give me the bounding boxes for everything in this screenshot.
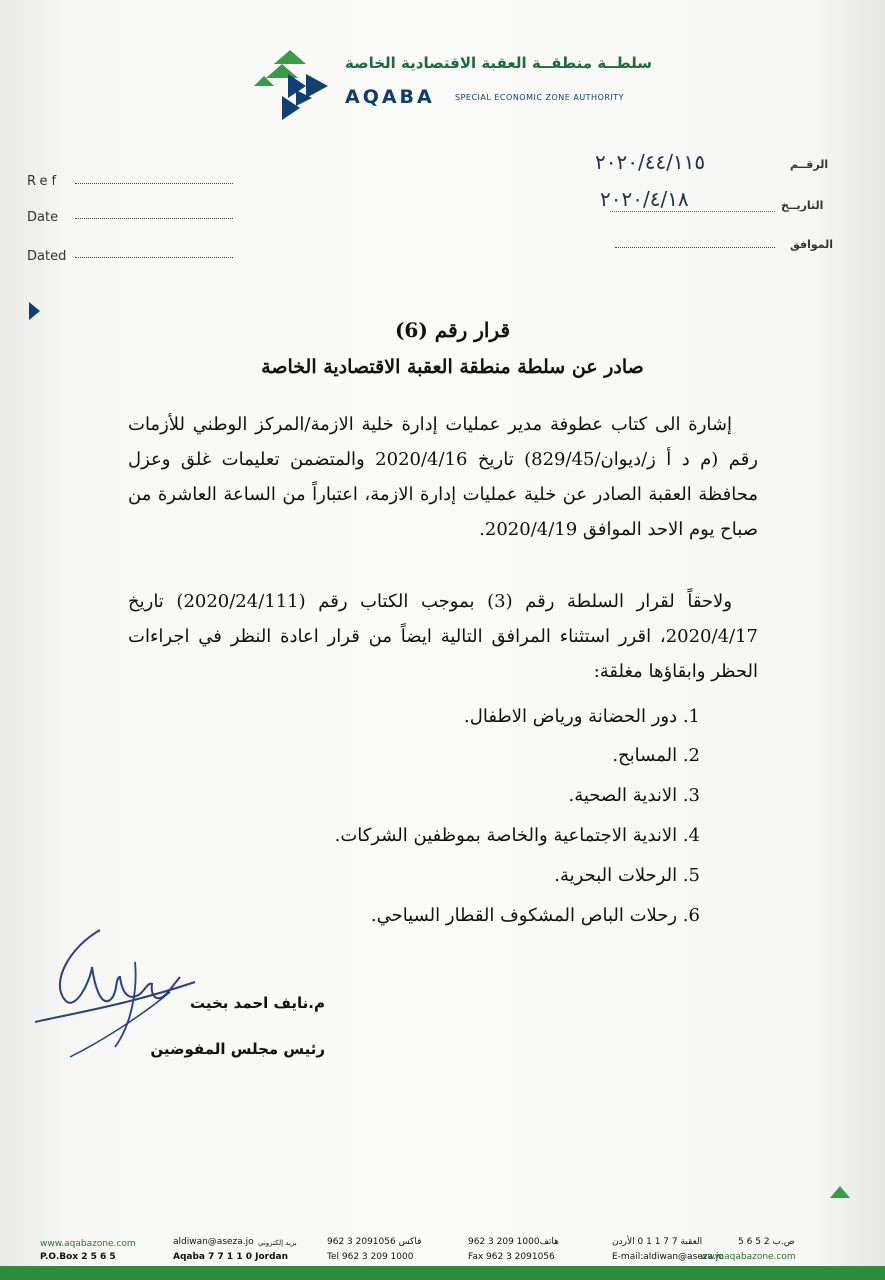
footer-fax-arabic: 962 3 2091056 فاكس xyxy=(327,1237,422,1247)
paragraph-2: ولاحقاً لقرار السلطة رقم (3) بموجب الكتاب رقم (2020/24/111) تاريخ 2020/4/17، اقرر استثناء المرافق التالية ايضاً من قرار اعادة النظر في اجراءات الحظر وابقاؤها مغلقة: xyxy=(128,591,758,682)
footer-email-right: E-mail:aldiwan@aseza.jo xyxy=(612,1252,724,1262)
footer-website-left: www.aqabazone.com xyxy=(40,1239,136,1249)
logo-arabic-text: سلطــة منطقــة العقبة الاقتصادية الخاصة xyxy=(345,54,653,72)
list-item: 4. الاندية الاجتماعية والخاصة بموظفين الشركات. xyxy=(334,825,700,846)
signatory-name: م.نايف احمد بخيت xyxy=(189,994,325,1012)
ref-dotted-line xyxy=(75,183,233,184)
footer-address-arabic: العقبة 7 7 1 1 0 الأردن xyxy=(612,1237,703,1247)
date-label-arabic: التاريــخ xyxy=(781,199,824,212)
paragraph-1: إشارة الى كتاب عطوفة مدير عمليات إدارة خلية الازمة/المركز الوطني للأزمات رقم (م د أ ز/ديوان/829/45) تاريخ 2020/4/16 والمتضمن تعليمات غلق وعزل محافظة العقبة الصادر عن خلية عمليات إدارة الازمة، اعتباراً من الساعة العاشرة من صباح يوم الاحد الموافق 2020/4/19. xyxy=(128,414,758,540)
list-item: 3. الاندية الصحية. xyxy=(568,785,700,806)
logo-subtitle: SPECIAL ECONOMIC ZONE AUTHORITY xyxy=(455,93,625,102)
list-item: 5. الرحلات البحرية. xyxy=(554,865,700,886)
number-handwritten-value: ٢٠٢٠/٤٤/١١٥ xyxy=(595,150,706,174)
footer-fax-en: Fax 962 3 2091056 xyxy=(468,1252,555,1262)
footer-triangle-icon xyxy=(830,1186,850,1198)
triangle-marker-icon xyxy=(29,302,41,320)
dated-dotted-line xyxy=(75,257,233,258)
footer-email-left: aldiwan@aseza.jo xyxy=(173,1237,254,1247)
logo-english-text: AQABA xyxy=(345,86,435,108)
dated-label: Dated xyxy=(27,249,67,264)
footer-email-arabic-label: بريد إلكتروني xyxy=(258,1239,297,1247)
decision-subtitle: صادر عن سلطة منطقة العقبة الاقتصادية الخاصة xyxy=(261,356,644,378)
footer-pobox-arabic: ص.ب 2 5 6 5 xyxy=(738,1237,795,1247)
list-item: 6. رحلات الباص المشكوف القطار السياحي. xyxy=(370,905,700,926)
date-label: Date xyxy=(27,210,59,225)
number-label: الرقــم xyxy=(790,158,829,171)
footer-address-en: Aqaba 7 7 1 1 0 Jordan xyxy=(173,1252,289,1262)
footer-pobox: P.O.Box 2 5 6 5 xyxy=(40,1252,116,1262)
date-line-arabic xyxy=(610,211,775,212)
aqaba-logo-icon xyxy=(252,46,332,124)
corresponding-dotted-line xyxy=(615,247,775,248)
corresponding-label: الموافق xyxy=(790,238,834,251)
footer-website-right: www.aqabazone.com xyxy=(700,1252,796,1262)
footer-tel-arabic: 962 3 209 1000هاتف xyxy=(468,1237,559,1247)
signatory-position: رئيس مجلس المفوضين xyxy=(150,1040,325,1058)
date-dotted-line xyxy=(75,218,233,219)
date-handwritten-value: ٢٠٢٠/٤/١٨ xyxy=(600,187,689,211)
list-item: 2. المسابح. xyxy=(612,745,700,766)
decision-title: قرار رقم (6) xyxy=(394,318,511,342)
footer-tel-en: Tel 962 3 209 1000 xyxy=(327,1252,414,1262)
footer-bar xyxy=(0,1266,885,1280)
list-item: 1. دور الحضانة ورياض الاطفال. xyxy=(464,706,700,727)
ref-label: Ref xyxy=(27,174,61,189)
